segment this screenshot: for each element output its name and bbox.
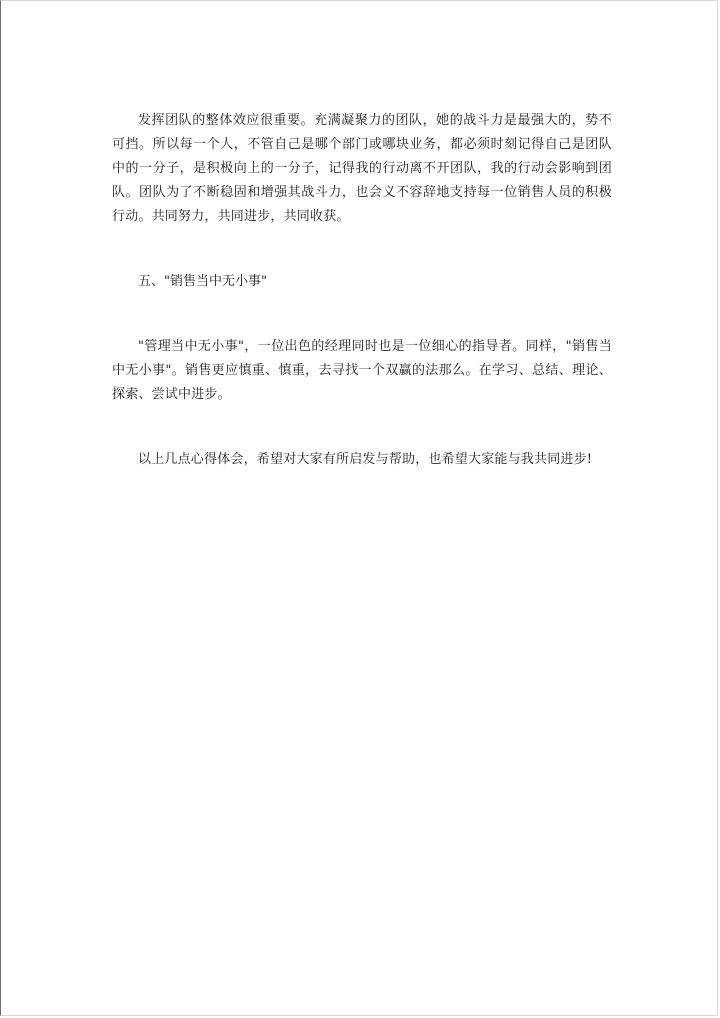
document-body (112, 109, 612, 472)
paragraph-conclusion: 以上几点心得体会，希望对大家有所启发与帮助，也希望大家能与我共同进步! (138, 452, 593, 467)
section-heading: 五、"销售当中无小事" (138, 274, 267, 289)
paragraph-teamwork: 发挥团队的整体效应很重要。充满凝聚力的团队，她的战斗力是最强大的，势不可挡。所以每一个人，不管自己是哪个部门或哪块业务，都必须时刻记得自己是团队中的一分子，是积极向上的一分子，记得我的行动离不开团队，我的行动会影响到团队。团队为了不断稳固和增强其战斗力，也会义不容辞地支持每一位销售人员的积极行动。共同努力，共同进步，共同收获。 (112, 113, 612, 224)
paragraph-details: "管理当中无小事"，一位出色的经理同时也是一位细心的指导者。同样，"销售当中无小事"。销售更应慎重、慎重，去寻找一个双赢的法那么。在学习、总结、理论、探索、尝试中进步。 (112, 339, 612, 402)
